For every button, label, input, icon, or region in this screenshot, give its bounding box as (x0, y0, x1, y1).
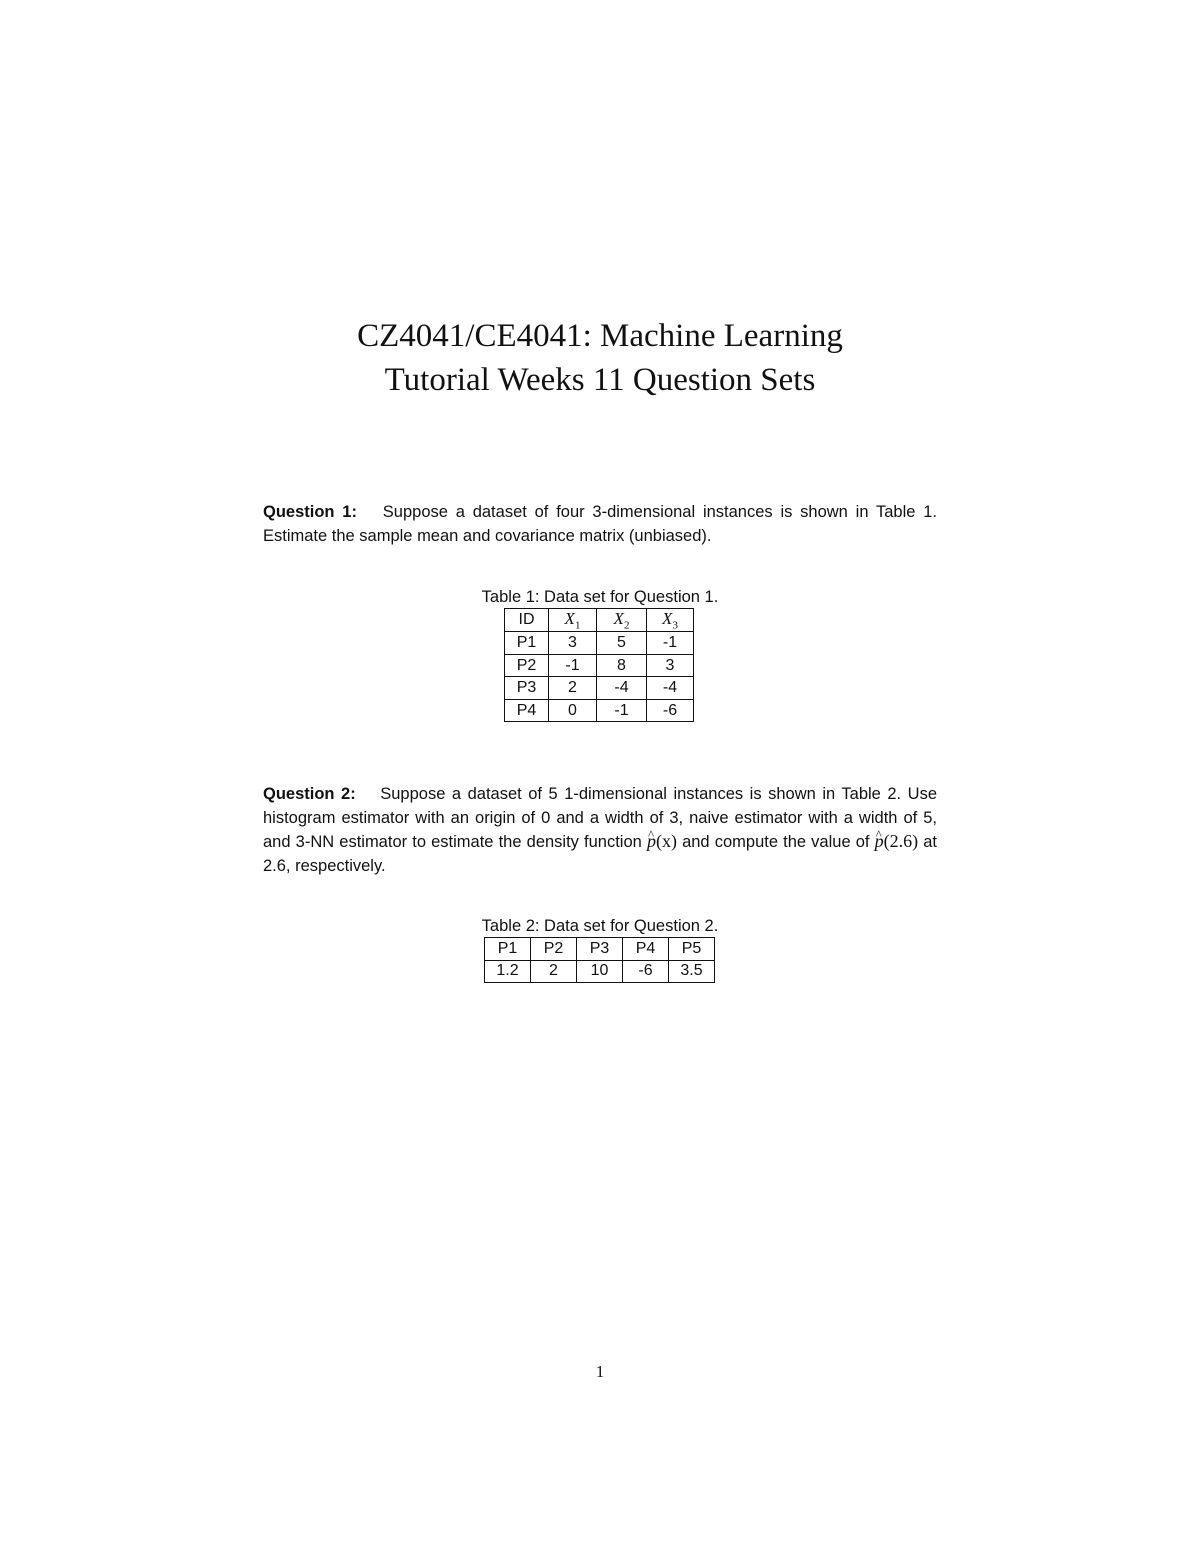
table-header-cell: P4 (623, 938, 669, 961)
table-1-header-id: ID (505, 609, 549, 632)
question-2 (263, 783, 937, 878)
table-cell: -4 (647, 677, 694, 700)
p-hat-symbol: ^ p (875, 830, 884, 854)
density-args: (x) (655, 831, 677, 851)
question-1-text: Suppose a dataset of four 3-dimensional instances is shown in Table 1. Estimate the sample mean and covariance matrix (unbiased). (263, 503, 937, 545)
table-row (505, 654, 694, 677)
table-cell: -1 (647, 632, 694, 655)
table-cell: 0 (549, 699, 597, 722)
table-row (505, 677, 694, 700)
var-subscript: 3 (672, 619, 678, 632)
table-header-cell: P3 (577, 938, 623, 961)
question-2-text-part: and compute the value of (676, 833, 875, 851)
page-subtitle: Tutorial Weeks 11 Question Sets (384, 362, 816, 398)
table-cell: 3 (647, 654, 694, 677)
table-cell: P3 (505, 677, 549, 700)
table-1-header-x1 (549, 609, 597, 632)
question-2-label: Question 2: (263, 785, 356, 803)
table-2-header-row (485, 938, 715, 961)
var-subscript: 2 (623, 619, 630, 632)
density-value-args: (2.6) (883, 831, 919, 851)
table-cell: -6 (623, 960, 669, 983)
table-row (505, 632, 694, 655)
table-cell: P1 (505, 632, 549, 655)
table-cell: 2 (549, 677, 597, 700)
question-2-text-part: Suppose a dataset of 5 1-dimensional instances is shown in Table 2. Use histogram estimator with an origin of 0 and a width of 3, naive estimator with a width of 5, and 3-NN estimator to estimate the density function (263, 785, 937, 851)
table-2 (484, 937, 715, 983)
table-row (505, 699, 694, 722)
var-symbol: X (662, 609, 673, 628)
table-cell: 3 (549, 632, 597, 655)
table-cell: 5 (597, 632, 647, 655)
table-cell: 2 (531, 960, 577, 983)
question-2-text-part: at 2.6, respectively. (263, 833, 938, 875)
table-1-header-x3 (647, 609, 694, 632)
table-row (485, 960, 715, 983)
table-1-header-x2 (597, 609, 647, 632)
table-cell: -1 (597, 699, 647, 722)
table-1-header-row (505, 609, 694, 632)
table-1-caption: Table 1: Data set for Question 1. (481, 588, 719, 606)
var-subscript: 1 (574, 619, 581, 632)
table-cell: P2 (505, 654, 549, 677)
table-2-caption: Table 2: Data set for Question 2. (481, 917, 719, 935)
question-1 (263, 501, 937, 548)
table-cell: 8 (597, 654, 647, 677)
var-symbol: X (613, 609, 624, 628)
page-number: 1 (595, 1362, 605, 1381)
table-header-cell: P1 (485, 938, 531, 961)
p-hat-symbol: ^ p (647, 830, 656, 854)
table-1 (504, 608, 694, 722)
table-cell: -6 (647, 699, 694, 722)
var-symbol: X (564, 609, 575, 628)
table-cell: 1.2 (485, 960, 531, 983)
table-cell: -1 (549, 654, 597, 677)
table-header-cell: P5 (669, 938, 715, 961)
table-cell: P4 (505, 699, 549, 722)
table-cell: -4 (597, 677, 647, 700)
table-cell: 3.5 (669, 960, 715, 983)
question-1-label: Question 1: (263, 503, 357, 521)
table-header-cell: P2 (531, 938, 577, 961)
table-cell: 10 (577, 960, 623, 983)
page-title: CZ4041/CE4041: Machine Learning (357, 318, 843, 354)
